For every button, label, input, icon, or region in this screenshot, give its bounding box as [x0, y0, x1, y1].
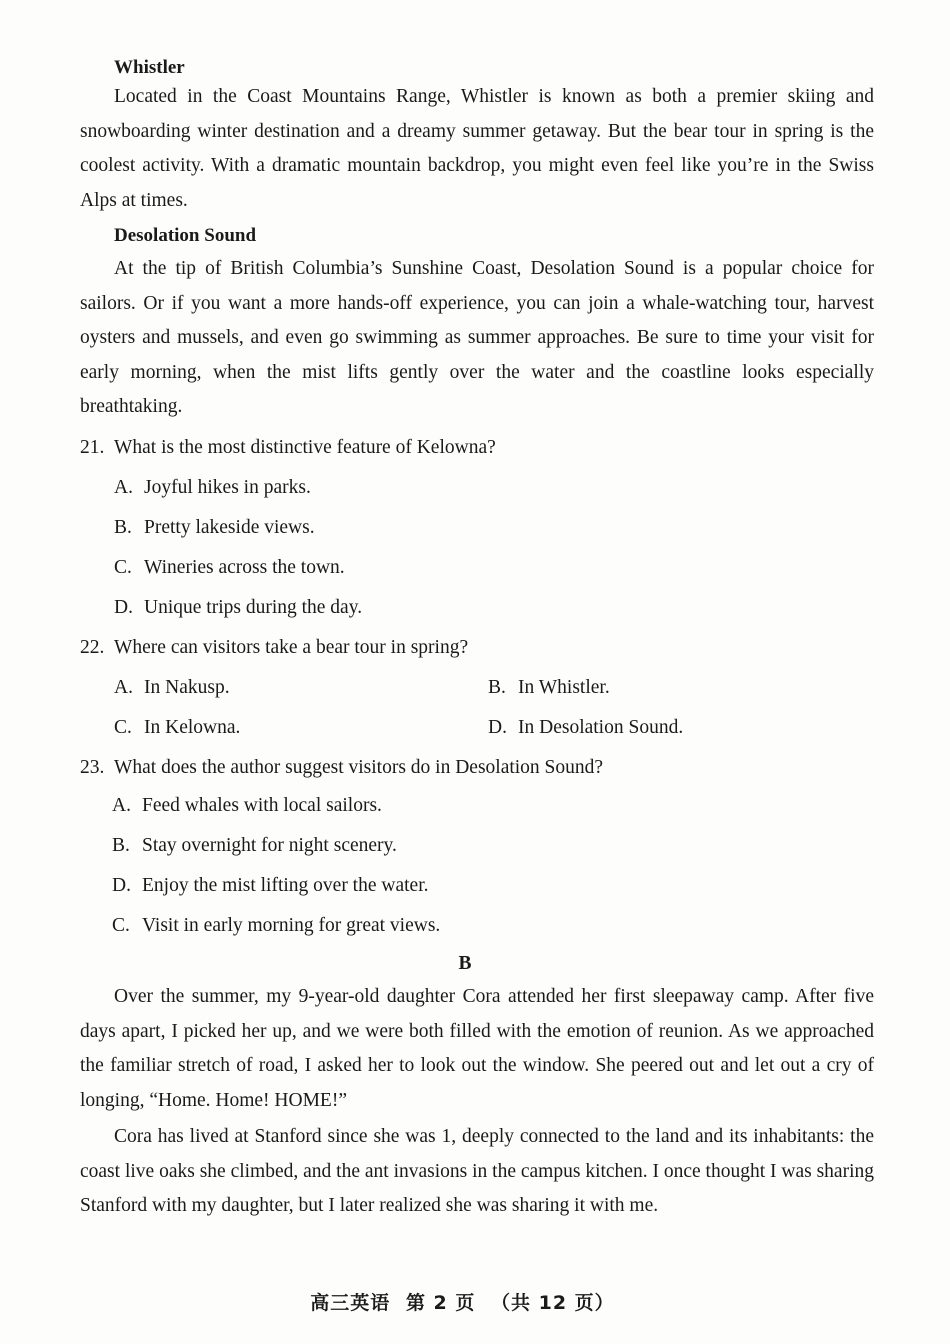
option-text: Unique trips during the day.: [144, 597, 363, 618]
option-letter: B.: [488, 677, 506, 698]
option-letter: B.: [112, 835, 130, 856]
option-text: In Desolation Sound.: [518, 717, 684, 738]
option-text: Stay overnight for night scenery.: [142, 835, 397, 856]
option-text: Joyful hikes in parks.: [144, 477, 311, 498]
option-text: In Whistler.: [518, 677, 610, 698]
page-footer: [0, 1288, 925, 1315]
option-22-b: [488, 676, 610, 700]
question-21: [80, 436, 496, 460]
passage-b-paragraph-2: Cora has lived at Stanford since she was 1, deeply connected to the land and its inhabitants: the coast live oaks she climbed, and the ant invasions in the campus kitchen. I once thought I was sharing Stanford with my daughter, but I later realized she was sharing it with me.: [80, 1126, 874, 1216]
option-letter: A.: [114, 677, 133, 698]
option-23-a: [112, 794, 382, 818]
option-text: In Nakusp.: [144, 677, 230, 698]
option-letter: B.: [114, 517, 132, 538]
question-text: What is the most distinctive feature of Kelowna?: [114, 437, 496, 458]
option-23-d: [112, 874, 428, 898]
option-text: Enjoy the mist lifting over the water.: [142, 875, 429, 896]
passage-b-paragraph-1: Over the summer, my 9-year-old daughter Cora attended her first sleepaway camp. After five days apart, I picked her up, and we were both filled with the emotion of reunion. As we approached the familiar stretch of road, I asked her to look out the window. She peered out and let out a cry of longing, “Home. Home! HOME!”: [80, 986, 874, 1111]
option-22-a: [114, 676, 230, 700]
option-text: Visit in early morning for great views.: [142, 915, 441, 936]
option-letter: D.: [114, 597, 133, 618]
option-21-c: [114, 556, 345, 580]
question-22: [80, 636, 468, 660]
question-number: 21.: [80, 437, 105, 458]
footer-subject: 高三英语: [310, 1292, 391, 1314]
option-22-c: [114, 716, 240, 740]
option-text: Wineries across the town.: [144, 557, 345, 578]
section-b-heading: B: [458, 953, 472, 974]
option-letter: A.: [112, 795, 131, 816]
desolation-sound-heading: Desolation Sound: [114, 225, 257, 246]
question-23: [80, 756, 603, 780]
option-letter: C.: [112, 915, 130, 936]
option-text: In Kelowna.: [144, 717, 241, 738]
option-22-d: [488, 716, 683, 740]
option-letter: C.: [114, 717, 132, 738]
footer-page-number: 第 2 页: [405, 1292, 476, 1314]
option-21-b: [114, 516, 315, 540]
option-21-d: [114, 596, 362, 620]
option-21-a: [114, 476, 311, 500]
question-text: Where can visitors take a bear tour in spring?: [114, 637, 469, 658]
option-letter: C.: [114, 557, 132, 578]
option-text: Feed whales with local sailors.: [142, 795, 382, 816]
question-number: 22.: [80, 637, 105, 658]
desolation-sound-paragraph: At the tip of British Columbia’s Sunshine Coast, Desolation Sound is a popular choice for sailors. Or if you want a more hands-off experience, you can join a whale-watching tour, harvest oysters and mussels, and even go swimming as summer approaches. Be sure to time your visit for early morning, when the mist lifts gently over the water and the coastline looks especially breathtaking.: [80, 258, 874, 417]
option-letter: D.: [112, 875, 131, 896]
whistler-paragraph: Located in the Coast Mountains Range, Whistler is known as both a premier skiing and snowboarding winter destination and a dreamy summer getaway. But the bear tour in spring is the coolest activity. With a dramatic mountain backdrop, you might even feel like you’re in the Swiss Alps at times.: [80, 86, 874, 211]
whistler-heading: Whistler: [114, 57, 185, 78]
question-text: What does the author suggest visitors do in Desolation Sound?: [114, 757, 604, 778]
footer-total-pages: （共 12 页）: [491, 1292, 615, 1314]
option-letter: A.: [114, 477, 133, 498]
option-letter: D.: [488, 717, 507, 738]
option-text: Pretty lakeside views.: [144, 517, 315, 538]
option-23-b: [112, 834, 397, 858]
question-number: 23.: [80, 757, 105, 778]
option-23-c: [112, 914, 440, 938]
